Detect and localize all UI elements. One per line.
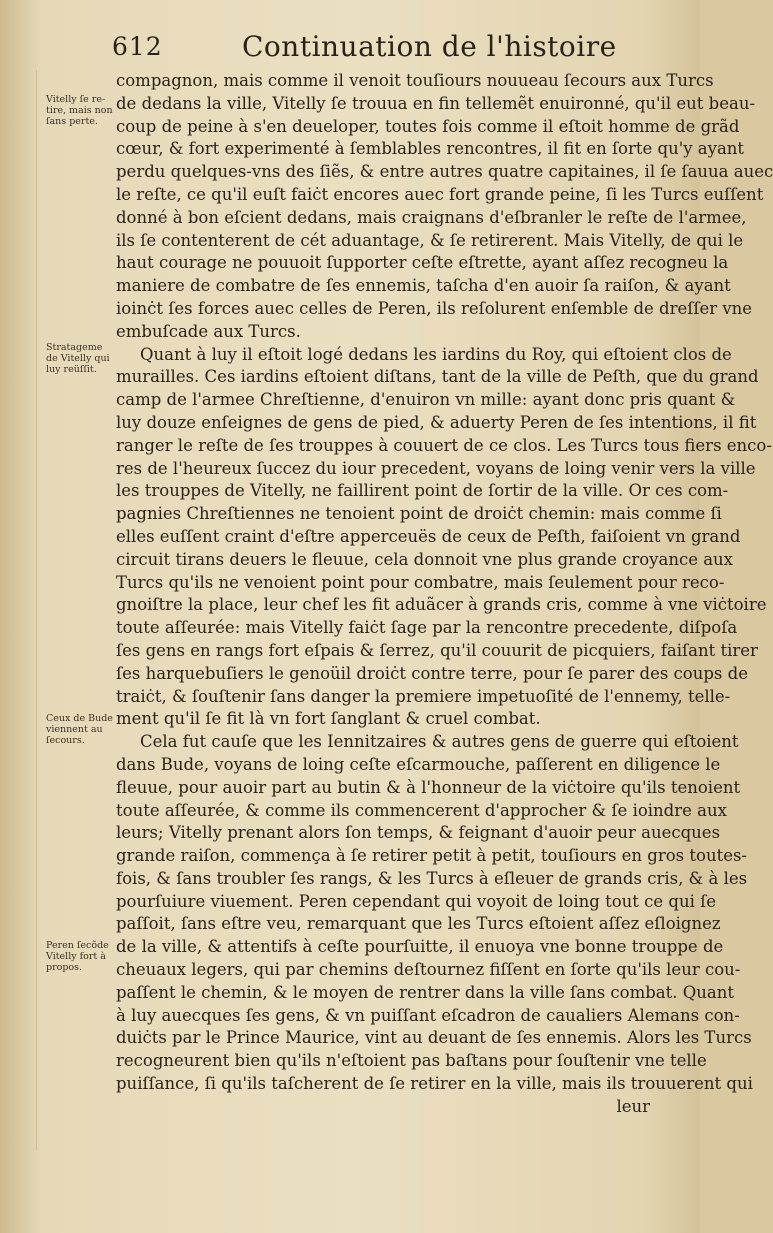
text-line: embuſcade aux Turcs. xyxy=(116,321,301,341)
text-line: luy douze enſeignes de gens de pied, & aduerty Peren de ſes intentions, il fit xyxy=(116,412,757,432)
body-text xyxy=(116,70,773,1119)
margin-note-vitelly-retire: Vitelly ſe re- tire, mais non ſans perte. xyxy=(46,94,113,127)
page-number: 612 xyxy=(112,32,163,61)
paragraph xyxy=(116,70,773,344)
text-line: ſes gens en rangs fort eſpais & ſerrez, qu'il couurit de picquiers, faiſant tirer xyxy=(116,640,758,660)
text-line: cœur, & fort experimenté à ſemblables rencontres, il fit en ſorte qu'y ayant xyxy=(116,139,745,159)
text-line: pourſuiure viuement. Peren cependant qui voyoit de loing tout ce qui ſe xyxy=(116,891,716,911)
text-line: cheuaux legers, qui par chemins deſtournez fiſſent en ſorte qu'ils leur cou- xyxy=(116,960,741,980)
text-line: Turcs qu'ils ne venoient point pour combatre, mais ſeulement pour reco- xyxy=(116,572,725,592)
text-line: de la ville, & attentifs à ceſte pourſuitte, il enuoya vne bonne trouppe de xyxy=(116,937,724,957)
text-line: leurs; Vitelly prenant alors ſon temps, & feignant d'auoir peur auecques xyxy=(116,823,721,843)
text-line: gnoiſtre la place, leur chef les fit aduãcer à grands cris, comme à vne viċtoire xyxy=(116,595,767,615)
text-line: recogneurent bien qu'ils n'eſtoient pas baſtans pour ſouſtenir vne telle xyxy=(116,1051,707,1071)
text-line: coup de peine à s'en deueloper, toutes fois comme il eſtoit homme de grãd xyxy=(116,116,740,136)
text-line: murailles. Ces iardins eſtoient diſtans, tant de la ville de Peſth, que du grand xyxy=(116,367,759,387)
margin-rule xyxy=(36,70,37,1150)
text-line: à luy auecques ſes gens, & vn puiſſant eſcadron de caualiers Alemans con- xyxy=(116,1005,740,1025)
paragraph xyxy=(116,344,772,732)
margin-note-stratageme: Stratageme de Vitelly qui luy reüſſit. xyxy=(46,342,110,375)
text-line: de dedans la ville, Vitelly ſe trouua en fin tellemẽt enuironné, qu'il eut beau- xyxy=(116,93,756,113)
text-line: paſſent le chemin, & le moyen de rentrer dans la ville ſans combat. Quant xyxy=(116,982,734,1002)
text-line: ranger le reſte de ſes trouppes à couuert de ce clos. Les Turcs tous fiers enco- xyxy=(116,435,772,455)
text-line: grande raiſon, commença à ſe retirer petit à petit, touſiours en gros toutes- xyxy=(116,846,748,866)
text-line: circuit tirans deuers le fleuue, cela donnoit vne plus grande croyance aux xyxy=(116,549,733,569)
text-line: paſſoit, ſans eſtre veu, remarquant que les Turcs eſtoient aſſez eſloignez xyxy=(116,914,721,934)
running-title: Continuation de l'histoire xyxy=(242,30,617,63)
text-line: puiſſance, ſi qu'ils taſcherent de ſe retirer en la ville, mais ils trouuerent qui xyxy=(116,1074,753,1094)
text-line: camp de l'armee Chreſtienne, d'enuiron vn mille: ayant donc pris quant & xyxy=(116,390,736,410)
text-line: perdu quelques-vns des ſiẽs, & entre autres quatre capitaines, il ſe ſauua auec xyxy=(116,162,773,182)
text-line: compagnon, mais comme il venoit touſiours nouueau ſecours aux Turcs xyxy=(116,71,714,90)
catchword: leur xyxy=(616,1096,650,1116)
text-line: ment qu'il ſe fit là vn fort ſanglant & cruel combat. xyxy=(116,709,541,729)
page-header xyxy=(112,30,662,70)
text-line: fleuue, pour auoir part au butin & à l'honneur de la viċtoire qu'ils tenoient xyxy=(116,777,741,797)
text-line: haut courage ne pouuoit ſupporter ceſte eſtrette, ayant aſſez recogneu la xyxy=(116,253,729,273)
text-line: Quant à luy il eſtoit logé dedans les iardins du Roy, qui eſtoient clos de xyxy=(140,344,732,364)
text-line: res de l'heureux ſuccez du iour precedent, voyans de loing venir vers la ville xyxy=(116,458,756,478)
margin-note-ceux-de-bude: Ceux de Bude viennent au ſecours. xyxy=(46,713,113,746)
text-line: maniere de combatre de ſes ennemis, taſcha d'en auoir ſa raiſon, & ayant xyxy=(116,276,731,296)
text-line: Cela fut cauſe que les Iennitzaires & autres gens de guerre qui eſtoient xyxy=(140,732,739,752)
text-line: toute aſſeurée: mais Vitelly faiċt ſage par la rencontre precedente, diſpoſa xyxy=(116,618,738,638)
text-line: pagnies Chreſtiennes ne tenoient point de droiċt chemin: mais comme ſi xyxy=(116,504,722,524)
text-line: les trouppes de Vitelly, ne faillirent point de ſortir de la ville. Or ces com- xyxy=(116,481,729,501)
text-line: elles euſſent craint d'eſtre apperceuës de ceux de Peſth, faiſoient vn grand xyxy=(116,526,741,546)
text-line: le reſte, ce qu'il euſt faiċt encores auec fort grande peine, ſi les Turcs euſſent xyxy=(116,184,764,204)
text-line: donné à bon eſcient dedans, mais craignans d'eſbranler le reſte de l'armee, xyxy=(116,207,747,227)
text-line: toute aſſeurée, & comme ils commencerent d'approcher & ſe ioindre aux xyxy=(116,800,727,820)
text-line: ioinċt ſes forces auec celles de Peren, ils reſolurent enſemble de dreſſer vne xyxy=(116,298,753,318)
text-line: dans Bude, voyans de loing ceſte eſcarmouche, paſſerent en diligence le xyxy=(116,754,721,774)
text-line: traiċt, & ſouſtenir ſans danger la premiere impetuoſité de l'ennemy, telle- xyxy=(116,686,731,706)
text-line: fois, & ſans troubler ſes rangs, & les Turcs à eſleuer de grands cris, & à les xyxy=(116,868,748,888)
margin-note-peren: Peren ſecõde Vitelly fort à propos. xyxy=(46,940,109,973)
text-line: duiċts par le Prince Maurice, vint au deuant de ſes ennemis. Alors les Turcs xyxy=(116,1028,752,1048)
text-line: ils ſe contenterent de cét aduantage, & ſe retirerent. Mais Vitelly, de qui le xyxy=(116,230,744,250)
paragraph xyxy=(116,731,753,1096)
text-line: ſes harquebuſiers le genoüil droiċt contre terre, pour ſe parer des coups de xyxy=(116,663,748,683)
